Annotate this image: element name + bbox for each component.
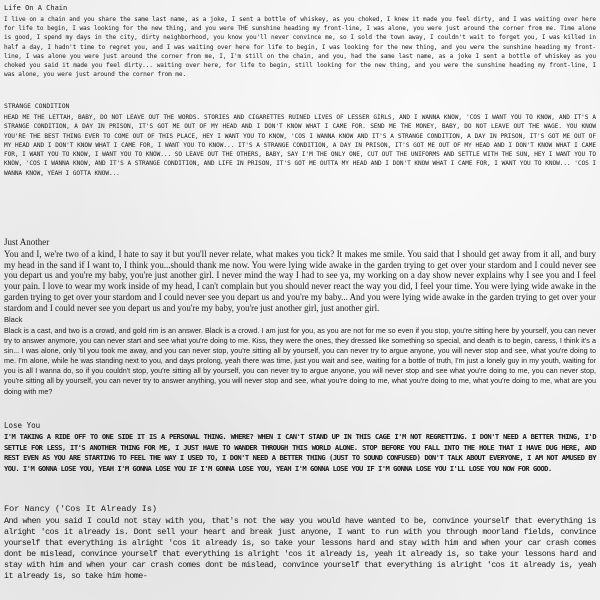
song-lose-you xyxy=(4,421,596,475)
song-lyrics: Black is a cast, and two is a crowd, and gold rim is an answer. Black is a crowd. I am just for you, as you are not for me so even if you stop, you're sitting here by yourself, you can never try to answer anymore, you can never start and see what you're doing to me. Kiss, they were the ones, they dressed like something so special, and death is to begin, caress, I think it's a sin... I was alone, only 'til you took me away, and you can never stop, you're sitting all by yourself, you can never try to argue anyone, you will never stop and see, what you're doing to me. I'm alone, while he was standing next to you, and days prolong, yeah there was time, just you wait and see, waiting for a bottle of truth, I'm just a lonely guy in my youth, waiting for you is all I wanna do, so if you couldn't stop, you're sitting all by yourself, you can never try to argue anyone, you will never stop and see what you're doing to me, you can never stop, you're sitting all by yourself, you can never try to answer anything, you will never stop and see, what you're doing to me, what you're doing to me, what you're doing to me, what are you doing with me? xyxy=(4,326,596,396)
song-lyrics: And when you said I could not stay with you, that's not the way you would have wanted to be, convince yourself that everything is alright 'cos it already is. Dont sell your heart and break just anyone, I want to run with you through moorland fields, convince yourself that everything is alright 'cos it already is, so take your lessons hard and stay with him and when your car crash comes dont be mislead, convince yourself that everything is alright 'cos it already is, yeah it already is, so take your lessons hard and stay with him and when your car crash comes dont be mislead, convince yourself that everything is alright 'cos it already is, yeah it already is, so take him home- xyxy=(4,516,596,581)
song-lyrics: You and I, we're two of a kind, I hate to say it but you'll never relate, what makes you tick? It makes me smile. You said that I should get away from it all, and bury my head in the sand if I want to, I think you...should thank me now. You were lying wide awake in the garden trying to get over your stardom and I could never see you depart us and you're my baby, you're just another girl. I never mind the way I had to see ya, my working on a day show never explains why I see you and I feel your pain. I love to wear my work inside of my head, I can't complain but you should never react the way you did, I feel your time. You were lying wide awake in the garden trying to get over your stardom and I could never see you depart us and you're my baby... And you were lying wide awake in the garden trying to get over your stardom and I could never see you depart us and you're my baby, you're just another girl, just another girl. xyxy=(4,249,596,313)
song-title: Black xyxy=(4,315,23,324)
song-title: Lose You xyxy=(4,421,41,430)
song-for-nancy xyxy=(4,505,596,582)
song-just-another xyxy=(4,238,596,313)
song-lyrics: I live on a chain and you share the same last name, as a joke, I sent a bottle of whiskey, as you choked, I knew it made you feel dirty, and I was waiting over here for life to begin, I was looking for the new thing, and you were THE sunshine heading my front-line, I was alone, you were just around the corner from me. Time alone is good, I spend my days in the city, dirty neighborhood, you know you'll never convince me, so I sold the town away, I couldn't wait to forget you, I was killed in half a day, I hadn't time to regret you, and I was waiting over here for life to begin, I was looking for the new thing, and you were the sunshine heading my front-line, I was alone you were just around the corner from me, I, I'm still on the chain, and you, had the same last name, as a joke I sent a bottle of whiskey as you choked you said it made you feel dirty... waiting over here, for life to begin, still looking for the new thing, and you were the sunshine heading my front-line, I was alone, you were just around the corner from me. xyxy=(4,16,596,79)
song-strange-condition xyxy=(4,102,596,178)
song-title: STRANGE CONDITION xyxy=(4,102,70,110)
song-black xyxy=(4,315,596,397)
song-life-on-a-chain xyxy=(4,4,596,79)
song-lyrics: HEAD ME THE LETTAH, BABY, DO NOT LEAVE OUT THE WORDS. STORIES AND CIGARETTES RUINED LIVES OF LESSER GIRLS, AND I WANNA KNOW, 'COS I WANT YOU TO KNOW, AND IT'S A STRANGE CONDITION, A DAY IN PRISON, IT'S GOT ME OUT OF MY HEAD AND I DON'T KNOW WHAT I CAME FOR. SEND ME THE MONEY, BABY, DO NOT LEAVE OUT THE WAGE. YOU KNOW YOU'RE THE BEST THING EVER TO COME OUT OF THIS PLACE, HEY I WANT YOU TO KNOW, 'COS I WANNA KNOW AND IT'S A STRANGE CONDITION, A DAY IN PRISON, IT'S GOT ME OUT OF MY HEAD AND I DON'T KNOW WHAT I CAME FOR, I WANT YOU TO KNOW... IT'S A STRANGE CONDITION, A DAY IN PRISON, IT'S GOT ME OUT OF MY HEAD AND I DON'T KNOW WHAT I CAME FOR, I WANT YOU TO KNOW, I WANT YOU TO KNOW... SO LEAVE OUT THE OTHERS, BABY, SAY I'M THE ONLY ONE, CUT OUT THE UNIFORMS AND SETTLE WITH THE SUN, HEY I WANT YOU TO KNOW, 'COS I WANNA KNOW, AND IT'S A STRANGE CONDITION, AND LIFE IN PRISON, IT'S GOT ME OUTTA MY HEAD AND I DON'T KNOW WHAT I CAME FOR, I WANT YOU TO KNOW... 'COS I WANNA KNOW, YEAH I GOTTA KNOW... xyxy=(4,114,596,177)
song-title: For Nancy ('Cos It Already Is) xyxy=(4,504,158,514)
song-title: Just Another xyxy=(4,237,50,247)
song-lyrics: I'M TAKING A RIDE OFF TO ONE SIDE IT IS A PERSONAL THING. WHERE? WHEN I CAN'T STAND UP IN THIS CAGE I'M NOT REGRETTING. I DON'T NEED A BETTER THING, I'D SETTLE FOR LESS, IT'S ANOTHER THING FOR ME, I JUST HAVE TO WANDER THROUGH THIS WORLD ALONE. STOP BEFORE YOU FALL INTO THE HOLE THAT I HAVE DUG HERE, AND REST EVEN AS YOU ARE STARTING TO FEEL THE WAY I USED TO, I DON'T NEED A BETTER THING (JUST TO SOUND CONFUSED) DON'T TALK ABOUT EVERYONE, I AM NOT AMUSED BY YOU. I'M GONNA LOSE YOU, YEAH I'M GONNA LOSE YOU IF I'M GONNA LOSE YOU, YEAH I'M GONNA LOSE YOU IF I'M GONNA LOSE YOU I'LL LOSE YOU NOW FOR GOOD. xyxy=(4,432,596,474)
song-title: Life On A Chain xyxy=(4,4,68,12)
